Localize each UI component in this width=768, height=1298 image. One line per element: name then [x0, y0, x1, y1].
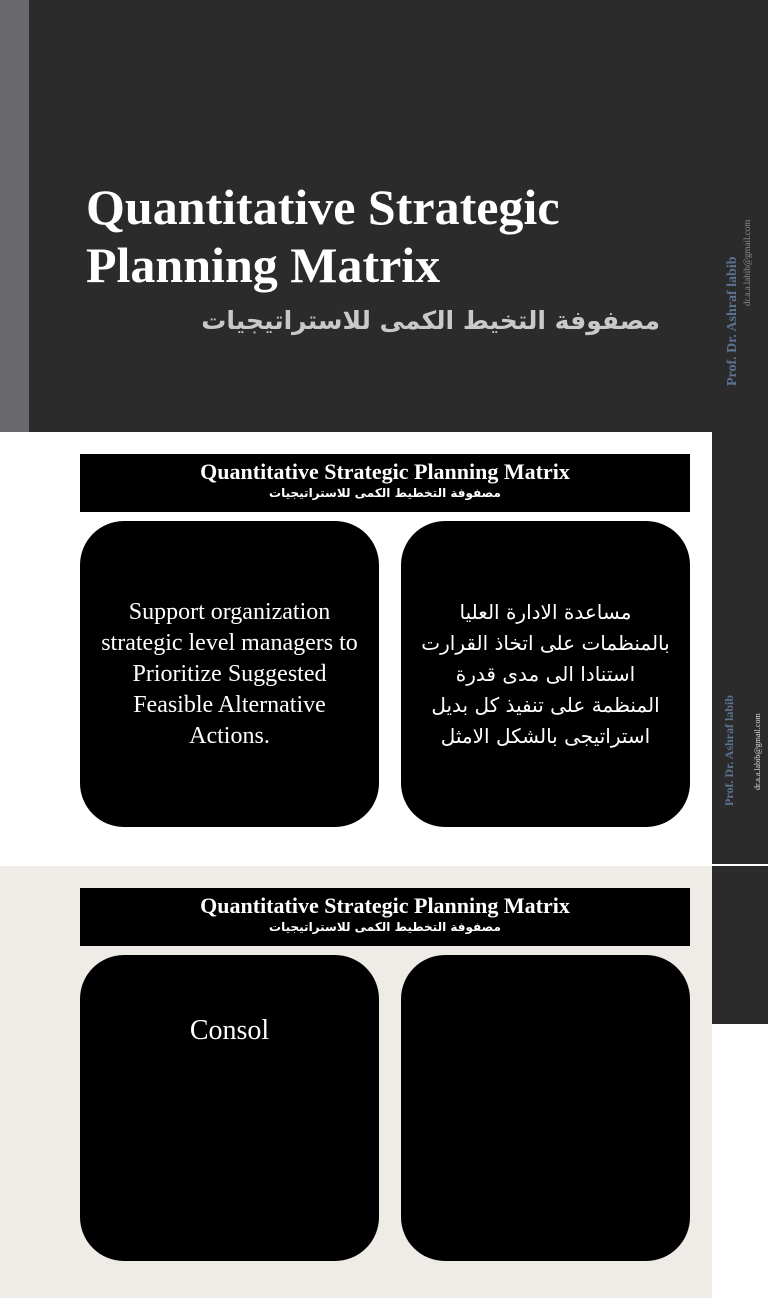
- slide-accent-bar: [0, 0, 29, 432]
- title-slide: [0, 0, 768, 432]
- arabic-description-card: [401, 521, 690, 827]
- header-title-arabic: مصفوفة التخطيط الكمى للاستراتيجيات: [269, 920, 501, 934]
- sidebar-author-name: Prof. Dr. Ashraf labib: [722, 694, 736, 806]
- content-slide: [0, 432, 712, 864]
- header-title-arabic: مصفوفة التخطيط الكمى للاستراتيجيات: [269, 486, 501, 500]
- sidebar-author-email: dr.a.a.labib@gmail.com: [753, 713, 762, 790]
- slide-header: [80, 888, 690, 946]
- slide-title: Quantitative Strategic Planning Matrix: [86, 179, 560, 293]
- slide-sidebar: [712, 866, 768, 1024]
- english-description-card: [80, 521, 379, 827]
- author-name: Prof. Dr. Ashraf labib: [725, 256, 740, 386]
- left-card-text: Consol: [189, 1015, 270, 1046]
- english-description: Support organization strategic level managers to Prioritize Suggested Feasible Alternative Actions.: [101, 598, 358, 749]
- right-card: [401, 955, 690, 1261]
- left-card: [80, 955, 379, 1261]
- header-title-english: Quantitative Strategic Planning Matrix: [200, 459, 570, 484]
- slide-sidebar: [712, 432, 768, 864]
- author-email: dr.a.a.labib@gmail.com: [742, 219, 752, 306]
- arabic-description: مساعدة الادارة العليا بالمنظمات على اتخاذ القرارت استنادا الى مدى قدرة المنظمة على تنفيذ كل بديل استراتيجى بالشكل الامثل: [421, 599, 670, 748]
- slide-subtitle-arabic: مصفوفة التخيط الكمى للاستراتيجيات: [201, 306, 660, 335]
- slide-header: [80, 454, 690, 512]
- content-slide: [0, 866, 712, 1298]
- header-title-english: Quantitative Strategic Planning Matrix: [200, 893, 570, 918]
